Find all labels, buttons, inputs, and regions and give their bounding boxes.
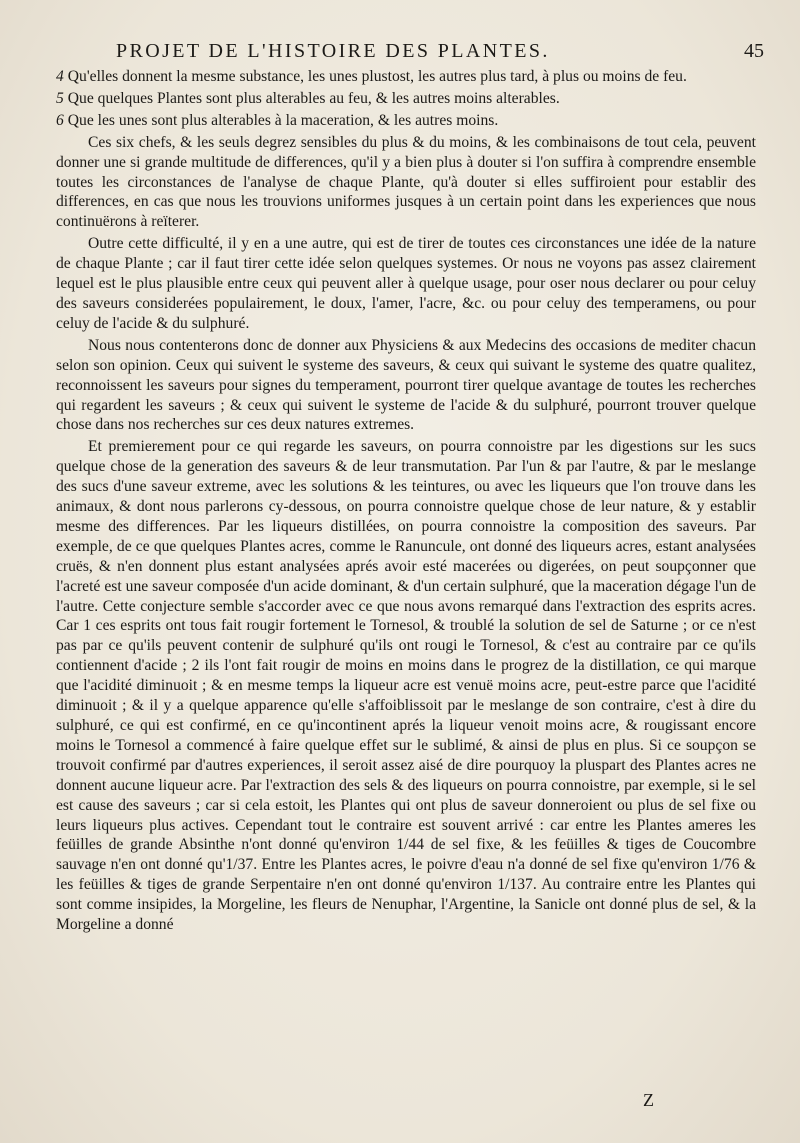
list-text: Qu'elles donnent la mesme substance, les unes plustost, les autres plus tard, à plus ou moins de feu. [67,68,687,85]
page-number: 45 [744,40,764,62]
paragraph-physicians: Nous nous contenterons donc de donner aux Physiciens & aux Medecins des occasions de mediter chacun selon son opinion. Ceux qui suivent le systeme des saveurs, & ceux qui suivant le systeme des quatre qualitez, reconnoissent les saveurs pour signes du temperament, pourront tirer quelque avantage de toutes les recherches qui regardent les saveurs ; & ceux qui suivent le systeme de l'acide & du sulphuré, pourront trouver quelque chose dans nos recherches sur ces deux natures extremes. [56,336,756,434]
paragraph-saveurs: Et premierement pour ce qui regarde les saveurs, on pourra connoistre par les digestions sur les sucs quelque chose de la generation des saveurs & de leur transmutation. Par l'un & par l'autre, & par le meslange des sucs d'une saveur extreme, avec les solutions & les teintures, ou avec les liqueurs que l'on trouve dans les animaux, & dont nous parlerons cy-dessous, on pourra connoistre quelque chose de leur nature, & y establir mesme des differences. Par les liqueurs distillées, on pourra connoistre la composition des saveurs. Par exemple, de ce que quelques Plantes acres, comme le Ranuncule, ont donné des liqueurs acres, estant analysées cruës, & n'en donnent plus estant analysées aprés avoir esté macerées ou digerées, on peut soupçonner que l'acreté est une saveur composée d'un acide dominant, & d'un certain sulphuré, que la maceration dégage l'un de l'autre. Cette conjecture semble s'accorder avec ce que nous avons remarqué dans l'extraction des esprits acres. Car 1 ces esprits ont tous fait rougir fortement le Tornesol, & troublé la solution de sel de Saturne ; or ce n'est pas par ce qu'ils peuvent contenir de sulphuré qu'ils ont rougi le Tornesol, & c'est au contraire par ce qu'ils contiennent d'acide ; 2 ils l'ont fait rougir de moins en moins dans le progrez de la distillation, ce qui marque que l'acidité diminuoit ; & en mesme temps la liqueur acre est venuë moins acre, peut-estre parce que l'acidité diminuoit ; & il y a quelque apparence qu'elle s'affoiblissoit par le meslange de son contraire, c'est à dire du sulphuré, ce qui est confirmé, en ce qu'incontinent aprés la liqueur venoit moins acre, & rougissant encore moins le Tornesol a commencé à faire quelque effet sur le sublimé, & ainsi de plus en plus. Si ce soupçon se trouvoit confirmé par d'autres experiences, il seroit assez aisé de dire pourquoy la pluspart des Plantes acres ne donnent aucune liqueur acre. Par l'extraction des sels & des liqueurs on pourra connoistre, par exemple, si le sel est cause des saveurs ; car si cela estoit, les Plantes qui ont plus de saveur donneroient ou plus de sel fixe ou leurs liqueurs plus actives. Cependant tout le contraire est souvent arrivé : car entre les Plantes ameres les feüilles de grande Absinthe n'ont donné qu'environ 1/44 de sel fixe, & les feüilles & tiges de Coucombre sauvage n'en ont donné qu'1/37. Entre les Plantes acres, le poivre d'eau n'a donné de sel fixe qu'environ 1/76 & les feüilles & tiges de grande Serpentaire n'en ont donné qu'environ 1/137. Au contraire entre les Plantes qui sont comme insipides, la Morgeline, les fleurs de Nenuphar, l'Argentine, la Sanicle ont donné plus de sel, & la Morgeline a donné [56,438,756,934]
page-body [56,67,756,935]
list-item-4 [56,67,756,87]
list-number: 5 [56,89,64,107]
list-text: Que les unes sont plus alterables à la maceration, & les autres moins. [67,111,499,129]
paragraph-other-difficulty: Outre cette difficulté, il y en a une autre, qui est de tirer de toutes ces circonstances une idée de la nature de chaque Plante ; car il faut tirer cette idée selon quelques systemes. Or nous ne voyons pas assez clairement lequel est le plus plausible entre ceux qui peuvent aller à quelque usage, pour oser nous declarer ou pour celuy des saveurs considerées populairement, le doux, l'amer, l'acre, &c. ou pour celuy des temperamens, ou pour celuy de l'acide & du sulphuré. [56,235,756,332]
list-text: Que quelques Plantes sont plus alterables au feu, & les autres moins alterables. [67,89,560,107]
list-number: 4 [56,68,64,85]
page-header [56,40,764,70]
list-item-5 [56,89,756,109]
catchword: Z [643,1090,654,1110]
list-number: 6 [56,111,64,129]
running-title: PROJET DE L'HISTOIRE DES PLANTES. [116,40,550,62]
list-item-6 [56,111,756,131]
paragraph-six-heads: Ces six chefs, & les seuls degrez sensibles du plus & du moins, & les combinaisons de tout cela, peuvent donner une si grande multitude de differences, qu'il y a bien plus à douter si l'on suffira à comprendre ensemble toutes les circonstances de l'analyse de chaque Plante, qu'à douter si elles suffiroient pour establir des differences, en cas que nous les trouvions uniformes jusques à un certain point dans les experiences que nous continuërons à reïterer. [56,133,756,231]
